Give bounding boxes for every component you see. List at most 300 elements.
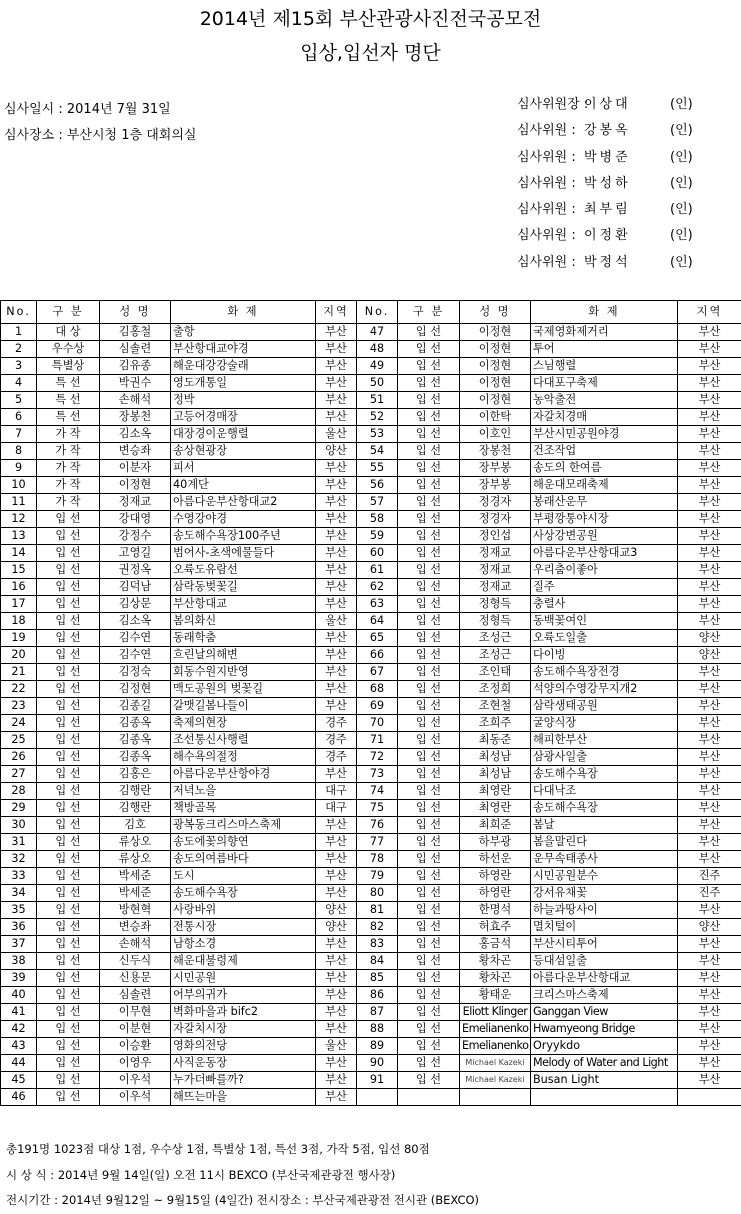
entry-no: 22: [1, 681, 37, 698]
entry-no: 87: [357, 1004, 398, 1021]
entry-title: 아름다운부산항대교: [531, 970, 678, 987]
entry-no: 12: [1, 511, 37, 528]
entry-title: 부산시민공원야경: [531, 426, 678, 443]
document-title: 2014년 제15회 부산관광사진전국공모전: [199, 8, 542, 30]
document-subtitle: 입상,입선자 명단: [300, 42, 441, 64]
entry-title: 굴양식장: [531, 715, 678, 732]
entry-no: 17: [1, 596, 37, 613]
judge-role: 심사위원 :: [517, 149, 576, 165]
entry-name: 고영길: [100, 545, 171, 562]
entry-category: 입 선: [37, 1038, 100, 1055]
entry-category: 입 선: [398, 987, 460, 1004]
empty-cell: [678, 1089, 741, 1106]
empty-cell: [357, 1089, 398, 1106]
entry-name: 황차곤: [460, 953, 531, 970]
entry-category: 입 선: [398, 936, 460, 953]
entry-title: Busan Light: [531, 1072, 678, 1089]
entry-region: 부산: [316, 392, 357, 409]
entry-category: 입 선: [398, 868, 460, 885]
entry-title: 부평깡통야시장: [531, 511, 678, 528]
entry-region: 부산: [678, 562, 741, 579]
entry-category: 가 작: [37, 460, 100, 477]
entry-title: 송도해수욕장전경: [531, 664, 678, 681]
entry-title: 고등어경매장: [171, 409, 316, 426]
table-row: [1, 681, 741, 698]
judge-role: 심사위원 :: [517, 123, 576, 139]
table-row: [1, 596, 741, 613]
entry-no: 41: [1, 1004, 37, 1021]
entry-no: 60: [357, 545, 398, 562]
entry-title: 송도해수욕장100주년: [171, 528, 316, 545]
entry-name: 최동준: [460, 732, 531, 749]
entry-name: 이분자: [100, 460, 171, 477]
entry-region: 부산: [678, 1038, 741, 1055]
header-region: 지역: [678, 301, 741, 324]
entry-name: 정인섭: [460, 528, 531, 545]
entry-region: 부산: [678, 579, 741, 596]
entry-category: 입 선: [37, 647, 100, 664]
entry-category: 입 선: [398, 1038, 460, 1055]
entry-region: 부산: [316, 545, 357, 562]
ceremony-line: 시 상 식 : 2014년 9월 14일(일) 오전 11시 BEXCO (부산국제관광전 행사장): [6, 1168, 396, 1182]
entry-title: 광복동크리스마스축제: [171, 817, 316, 834]
judge-seal: (인): [670, 228, 693, 244]
entry-title: 삼락생태공원: [531, 698, 678, 715]
entry-name: 이정현: [100, 477, 171, 494]
judging-date: 심사일시 : 2014년 7월 31일: [4, 102, 171, 117]
entry-title: 충렬사: [531, 596, 678, 613]
entry-title: 동백꽃여인: [531, 613, 678, 630]
table-row: [1, 987, 741, 1004]
entry-category: 입 선: [398, 409, 460, 426]
entry-title: 송도해수욕장: [531, 766, 678, 783]
entry-no: 61: [357, 562, 398, 579]
entry-no: 40: [1, 987, 37, 1004]
entry-name: 손해석: [100, 936, 171, 953]
entry-title: 송상현광장: [171, 443, 316, 460]
entry-no: 14: [1, 545, 37, 562]
entry-title: 부산시티투어: [531, 936, 678, 953]
table-row: [1, 936, 741, 953]
entry-no: 56: [357, 477, 398, 494]
entry-no: 46: [1, 1089, 37, 1106]
entry-name: 조성근: [460, 630, 531, 647]
judge-role: 심사위원 :: [517, 175, 576, 191]
entry-no: 3: [1, 358, 37, 375]
entry-region: 부산: [678, 732, 741, 749]
header-category: 구 분: [398, 301, 460, 324]
entry-no: 76: [357, 817, 398, 834]
entry-region: 부산: [316, 885, 357, 902]
entry-no: 24: [1, 715, 37, 732]
entry-region: 대구: [316, 783, 357, 800]
entry-name: 조성근: [460, 647, 531, 664]
entry-category: 가 작: [37, 477, 100, 494]
entry-title: 해운대불령제: [171, 953, 316, 970]
entry-no: 39: [1, 970, 37, 987]
entry-category: 입 선: [398, 545, 460, 562]
entry-category: 입 선: [37, 562, 100, 579]
entry-title: 해수욕의절정: [171, 749, 316, 766]
entry-name: 김종옥: [100, 732, 171, 749]
entry-region: 부산: [316, 460, 357, 477]
entry-name: 정형득: [460, 596, 531, 613]
entry-name: 조희주: [460, 715, 531, 732]
entry-title: 강서유채꽃: [531, 885, 678, 902]
entry-no: 47: [357, 324, 398, 341]
entry-category: 특 선: [37, 392, 100, 409]
entry-region: 부산: [316, 562, 357, 579]
entry-title: 봄날: [531, 817, 678, 834]
entry-title: 누가더빠를까?: [171, 1072, 316, 1089]
entry-no: 27: [1, 766, 37, 783]
entry-category: 입 선: [37, 919, 100, 936]
entry-no: 65: [357, 630, 398, 647]
judge-row: [517, 122, 693, 148]
entry-no: 10: [1, 477, 37, 494]
table-row: [1, 341, 741, 358]
entry-no: 74: [357, 783, 398, 800]
entry-no: 20: [1, 647, 37, 664]
entry-region: 부산: [678, 834, 741, 851]
judge-row: [517, 227, 693, 253]
entry-category: 입 선: [398, 817, 460, 834]
entry-region: 부산: [316, 664, 357, 681]
header-region: 지역: [316, 301, 357, 324]
entry-region: 부산: [678, 902, 741, 919]
entry-no: 37: [1, 936, 37, 953]
entry-category: 입 선: [398, 477, 460, 494]
entry-title: 송도해수욕장: [171, 885, 316, 902]
entry-region: 부산: [678, 426, 741, 443]
entry-category: 가 작: [37, 443, 100, 460]
entry-name: 김유종: [100, 358, 171, 375]
entry-category: 특 선: [37, 409, 100, 426]
entry-name: 이정현: [460, 358, 531, 375]
judge-seal: (인): [670, 175, 693, 191]
entry-name: 권정옥: [100, 562, 171, 579]
entry-name: 정형득: [460, 613, 531, 630]
judge-seal: (인): [670, 149, 693, 165]
judge-name: 박정석: [584, 254, 631, 270]
entry-category: 입 선: [398, 732, 460, 749]
entry-title: 송도의 한여름: [531, 460, 678, 477]
entry-title: 송도에꽃의향연: [171, 834, 316, 851]
entry-region: 부산: [316, 375, 357, 392]
entry-category: 입 선: [398, 596, 460, 613]
entry-no: 67: [357, 664, 398, 681]
table-row: [1, 375, 741, 392]
entry-no: 21: [1, 664, 37, 681]
entry-name: 김종옥: [100, 715, 171, 732]
entry-name: 박세준: [100, 885, 171, 902]
entry-no: 91: [357, 1072, 398, 1089]
entry-category: 입 선: [398, 749, 460, 766]
entry-name: 정재교: [460, 562, 531, 579]
entry-category: 입 선: [398, 766, 460, 783]
entry-region: 부산: [316, 1055, 357, 1072]
entry-no: 33: [1, 868, 37, 885]
entry-category: 입 선: [398, 460, 460, 477]
entry-region: 부산: [678, 528, 741, 545]
entry-region: 부산: [678, 460, 741, 477]
entry-name: 이정현: [460, 341, 531, 358]
entry-category: 입 선: [398, 1004, 460, 1021]
entry-region: 부산: [678, 409, 741, 426]
entry-category: 입 선: [37, 1072, 100, 1089]
entry-category: 입 선: [398, 426, 460, 443]
entry-name: 이분현: [100, 1021, 171, 1038]
entry-title: 해피한부산: [531, 732, 678, 749]
entry-no: 28: [1, 783, 37, 800]
entry-no: 7: [1, 426, 37, 443]
entry-name: 최성남: [460, 766, 531, 783]
entry-region: 부산: [678, 375, 741, 392]
judge-name: 최부림: [584, 202, 631, 218]
entry-no: 1: [1, 324, 37, 341]
entry-category: 입 선: [37, 766, 100, 783]
entry-title: 수영강야경: [171, 511, 316, 528]
entry-name: 김수연: [100, 647, 171, 664]
entry-category: 입 선: [37, 783, 100, 800]
header-name: 성 명: [460, 301, 531, 324]
table-row: [1, 460, 741, 477]
entry-title: 범어사-초색에물들다: [171, 545, 316, 562]
table-row: [1, 868, 741, 885]
entry-title: 운무속태종사: [531, 851, 678, 868]
entry-title: 대장경이운행렬: [171, 426, 316, 443]
table-row: [1, 919, 741, 936]
entry-title: 40계단: [171, 477, 316, 494]
judge-row: [517, 149, 693, 175]
entry-no: 34: [1, 885, 37, 902]
entry-region: 부산: [316, 1021, 357, 1038]
entry-title: 크리스마스축제: [531, 987, 678, 1004]
judge-seal: (인): [670, 254, 693, 270]
entry-region: 진주: [678, 885, 741, 902]
entry-name: 김호: [100, 817, 171, 834]
entry-title: 부산항대교야경: [171, 341, 316, 358]
entry-category: 입 선: [398, 681, 460, 698]
entry-no: 45: [1, 1072, 37, 1089]
entry-no: 30: [1, 817, 37, 834]
entry-title: 다대포구축제: [531, 375, 678, 392]
entry-region: 부산: [316, 953, 357, 970]
entry-name: 방현혁: [100, 902, 171, 919]
entry-category: 입 선: [37, 732, 100, 749]
judge-name: 박병준: [584, 149, 631, 165]
entry-title: 어부의귀가: [171, 987, 316, 1004]
entry-name: 박세준: [100, 868, 171, 885]
entry-no: 55: [357, 460, 398, 477]
entry-region: 부산: [316, 987, 357, 1004]
entry-name: 정경자: [460, 511, 531, 528]
entry-name: 이영우: [100, 1055, 171, 1072]
entry-no: 8: [1, 443, 37, 460]
entry-category: 입 선: [37, 596, 100, 613]
entry-title: 시민공원분수: [531, 868, 678, 885]
table-row: [1, 749, 741, 766]
entry-category: 입 선: [398, 698, 460, 715]
entry-title: 동래학춤: [171, 630, 316, 647]
judge-role: 심사위원장 :: [517, 97, 589, 112]
entry-category: 입 선: [37, 630, 100, 647]
entry-name: 허효주: [460, 919, 531, 936]
entry-region: 부산: [316, 1004, 357, 1021]
entry-no: 89: [357, 1038, 398, 1055]
entry-title: 책방골목: [171, 800, 316, 817]
entry-title: 스님행렬: [531, 358, 678, 375]
entry-title: 사직운동장: [171, 1055, 316, 1072]
entry-category: 특별상: [37, 358, 100, 375]
entry-no: 90: [357, 1055, 398, 1072]
table-row: [1, 647, 741, 664]
table-row: [1, 953, 741, 970]
table-row: [1, 528, 741, 545]
entry-no: 11: [1, 494, 37, 511]
table-row: [1, 851, 741, 868]
entry-no: 25: [1, 732, 37, 749]
entry-title: 송도해수욕장: [531, 800, 678, 817]
entry-name: 이우석: [100, 1089, 171, 1106]
empty-cell: [398, 1089, 460, 1106]
entry-title: 아름다운부산항대교3: [531, 545, 678, 562]
entry-region: 부산: [678, 936, 741, 953]
entry-name: 이우석: [100, 1072, 171, 1089]
table-row: [1, 800, 741, 817]
entry-title: 전통시장: [171, 919, 316, 936]
entry-category: 입 선: [398, 664, 460, 681]
entry-title: 벽화마을과 bifc2: [171, 1004, 316, 1021]
table-row: [1, 1089, 741, 1106]
entry-name: 정경자: [460, 494, 531, 511]
entry-category: 입 선: [398, 579, 460, 596]
entry-category: 입 선: [398, 885, 460, 902]
header-no: No.: [1, 301, 37, 324]
entry-name: Emelianenko: [460, 1038, 531, 1055]
entry-title: 건조작업: [531, 443, 678, 460]
entry-category: 가 작: [37, 494, 100, 511]
entry-category: 입 선: [37, 681, 100, 698]
entry-region: 울산: [316, 1038, 357, 1055]
entry-name: 정재교: [460, 545, 531, 562]
entry-name: 이승환: [100, 1038, 171, 1055]
entry-title: 영도개통일: [171, 375, 316, 392]
entry-no: 49: [357, 358, 398, 375]
entry-name: 홍금석: [460, 936, 531, 953]
entry-region: 부산: [678, 987, 741, 1004]
entry-no: 9: [1, 460, 37, 477]
entry-category: 입 선: [398, 800, 460, 817]
entry-name: 최영란: [460, 800, 531, 817]
entry-name: 장부봉: [460, 460, 531, 477]
table-row: [1, 477, 741, 494]
entry-name: Emelianenko: [460, 1021, 531, 1038]
entry-category: 입 선: [37, 579, 100, 596]
entry-title: 저녁노을: [171, 783, 316, 800]
entry-title: 흐린날의해변: [171, 647, 316, 664]
entry-category: 입 선: [398, 528, 460, 545]
entry-region: 부산: [678, 324, 741, 341]
table-row: [1, 1004, 741, 1021]
entry-region: 부산: [678, 358, 741, 375]
entry-name: 장부봉: [460, 477, 531, 494]
entry-name: 류상오: [100, 851, 171, 868]
entry-name: 류상오: [100, 834, 171, 851]
entry-region: 부산: [316, 324, 357, 341]
entry-name: 조정희: [460, 681, 531, 698]
entry-region: 양산: [316, 443, 357, 460]
exhibition-line: 전시기간 : 2014년 9월12일 ~ 9월15일 (4일간) 전시장소 : 부산국제관광전 전시관 (BEXCO): [6, 1193, 480, 1207]
entry-no: 54: [357, 443, 398, 460]
table-row: [1, 732, 741, 749]
table-row: [1, 698, 741, 715]
entry-name: 김홍은: [100, 766, 171, 783]
entry-title: 영화의전당: [171, 1038, 316, 1055]
entry-name: 심솔련: [100, 987, 171, 1004]
judge-row: [517, 254, 693, 280]
entry-category: 가 작: [37, 426, 100, 443]
entry-no: 51: [357, 392, 398, 409]
entry-title: 갈맷길봄나들이: [171, 698, 316, 715]
entry-no: 52: [357, 409, 398, 426]
entry-name: 변승좌: [100, 919, 171, 936]
entry-name: 이정현: [460, 375, 531, 392]
entry-region: 부산: [316, 1072, 357, 1089]
entry-no: 63: [357, 596, 398, 613]
entry-title: 회동수원지반영: [171, 664, 316, 681]
entry-region: 부산: [678, 1004, 741, 1021]
entry-region: 부산: [678, 766, 741, 783]
judge-role: 심사위원 :: [517, 228, 576, 244]
entry-title: 시민공원: [171, 970, 316, 987]
entry-region: 경주: [316, 715, 357, 732]
entry-title: 축제의현장: [171, 715, 316, 732]
entry-title: 봄을말린다: [531, 834, 678, 851]
entry-name: 하선운: [460, 851, 531, 868]
entry-category: 입 선: [37, 511, 100, 528]
entry-region: 부산: [678, 715, 741, 732]
entry-title: 송도의여름바다: [171, 851, 316, 868]
entry-category: 입 선: [398, 851, 460, 868]
entry-no: 35: [1, 902, 37, 919]
entry-title: 자갈치경매: [531, 409, 678, 426]
judge-role: 심사위원 :: [517, 254, 576, 270]
entry-no: 71: [357, 732, 398, 749]
entry-no: 68: [357, 681, 398, 698]
entry-region: 울산: [316, 426, 357, 443]
entry-title: 석양의수영강무지개2: [531, 681, 678, 698]
entry-title: 해뜨는마을: [171, 1089, 316, 1106]
entry-name: 하부광: [460, 834, 531, 851]
entry-category: 입 선: [398, 715, 460, 732]
entry-category: 입 선: [37, 851, 100, 868]
entry-category: 입 선: [37, 953, 100, 970]
entry-category: 입 선: [398, 1072, 460, 1089]
entry-region: 부산: [316, 868, 357, 885]
entry-title: 투어: [531, 341, 678, 358]
entry-title: 사랑바위: [171, 902, 316, 919]
entry-title: 정박: [171, 392, 316, 409]
entry-category: 입 선: [398, 1021, 460, 1038]
entry-no: 88: [357, 1021, 398, 1038]
entry-category: 입 선: [398, 494, 460, 511]
table-row: [1, 885, 741, 902]
entry-no: 31: [1, 834, 37, 851]
table-row: [1, 494, 741, 511]
entry-category: 입 선: [398, 392, 460, 409]
table-row: [1, 630, 741, 647]
